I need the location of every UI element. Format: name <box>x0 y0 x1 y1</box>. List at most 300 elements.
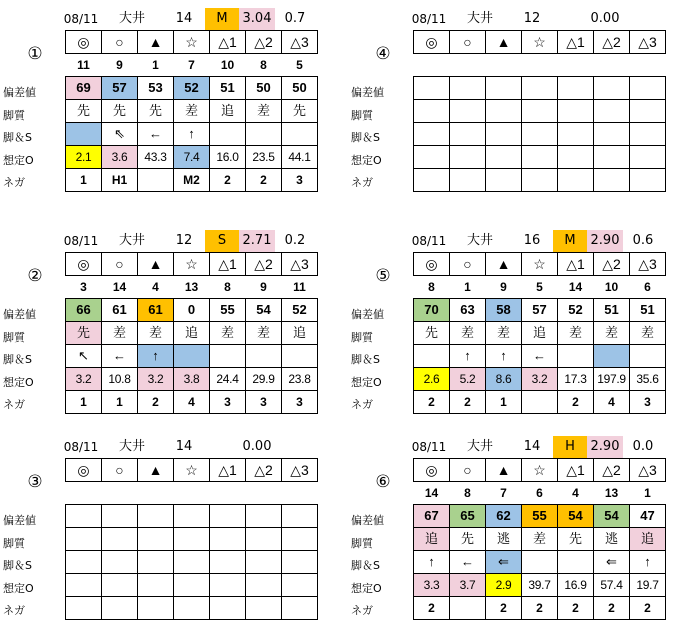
mark-cell: △2 <box>246 253 282 276</box>
position-arrow-cell: ← <box>102 345 138 368</box>
running-style-cell <box>630 100 666 123</box>
position-arrow-cell <box>282 123 318 146</box>
running-style-cell: 先 <box>102 100 138 123</box>
deviation-cell <box>522 77 558 100</box>
horse-number-cell <box>450 54 486 77</box>
running-style-cell <box>174 528 210 551</box>
negative-cell: 2 <box>450 391 486 414</box>
negative-cell: 2 <box>414 391 450 414</box>
race-number: ④ <box>375 44 391 64</box>
deviation-cell <box>558 77 594 100</box>
negative-cell: 3 <box>630 391 666 414</box>
negative-cell <box>210 597 246 620</box>
row-label: ネガ <box>351 398 373 411</box>
running-style-cell: 追 <box>210 100 246 123</box>
running-style-cell: 差 <box>630 322 666 345</box>
negative-cell <box>174 597 210 620</box>
row-labels <box>351 82 411 195</box>
expected-odds-cell: 7.4 <box>174 146 210 169</box>
position-arrow-cell <box>594 123 630 146</box>
mark-cell: △1 <box>558 253 594 276</box>
row-label: 想定O <box>351 581 382 595</box>
expected-odds-cell <box>594 146 630 169</box>
horse-number-cell: 3 <box>66 276 102 299</box>
deviation-cell: 70 <box>414 299 450 322</box>
deviation-cell <box>138 505 174 528</box>
row-label: 偏差値 <box>3 308 36 321</box>
negative-cell: H1 <box>102 169 138 192</box>
mark-cell: ☆ <box>522 31 558 54</box>
position-arrow-cell <box>594 345 630 368</box>
race-ratio: 0.2 <box>284 233 306 248</box>
expected-odds-cell <box>486 146 522 169</box>
negative-cell <box>522 169 558 192</box>
negative-cell: 1 <box>66 169 102 192</box>
horse-number-cell: 7 <box>174 54 210 77</box>
race-header <box>65 8 327 30</box>
horse-number-cell <box>210 482 246 505</box>
negative-cell: 2 <box>138 391 174 414</box>
row-label: 脚＆S <box>3 559 32 572</box>
negative-cell <box>246 597 282 620</box>
deviation-cell <box>414 77 450 100</box>
running-style-cell <box>522 100 558 123</box>
negative-cell <box>558 169 594 192</box>
race-date: 08/11 <box>411 234 447 248</box>
grade-badge: M <box>553 230 587 252</box>
deviation-cell: 51 <box>594 299 630 322</box>
negative-cell: 3 <box>210 391 246 414</box>
race-header <box>413 436 674 458</box>
running-style-cell <box>282 528 318 551</box>
race-score: 2.90 <box>587 230 623 252</box>
running-style-cell <box>450 100 486 123</box>
row-label: 偏差値 <box>351 308 384 321</box>
position-arrow-cell <box>450 123 486 146</box>
position-arrow-cell <box>414 123 450 146</box>
mark-cell: △1 <box>558 459 594 482</box>
deviation-cell: 57 <box>522 299 558 322</box>
horse-number-cell: 8 <box>246 54 282 77</box>
expected-odds-cell: 39.7 <box>522 574 558 597</box>
race-score: 2.90 <box>587 436 623 458</box>
horse-number-cell: 10 <box>210 54 246 77</box>
mark-cell: ▲ <box>138 31 174 54</box>
horse-number-cell: 13 <box>174 276 210 299</box>
row-label: 脚＆S <box>3 131 32 144</box>
expected-odds-cell <box>414 146 450 169</box>
running-style-cell <box>414 100 450 123</box>
horse-number-cell: 4 <box>558 482 594 505</box>
position-arrow-cell <box>282 345 318 368</box>
running-style-cell: 逃 <box>594 528 630 551</box>
row-label: 脚質 <box>3 536 25 550</box>
position-arrow-cell <box>630 345 666 368</box>
expected-odds-cell <box>450 146 486 169</box>
running-style-cell: 先 <box>282 100 318 123</box>
negative-cell: M2 <box>174 169 210 192</box>
horse-number-cell <box>138 482 174 505</box>
running-style-cell: 差 <box>558 322 594 345</box>
mark-cell: △3 <box>282 253 318 276</box>
row-labels <box>351 304 411 417</box>
running-style-cell: 追 <box>174 322 210 345</box>
position-arrow-cell: ↑ <box>138 345 174 368</box>
running-style-cell <box>210 528 246 551</box>
mark-cell: △3 <box>630 253 666 276</box>
mark-cell: ○ <box>102 253 138 276</box>
running-style-cell: 差 <box>210 322 246 345</box>
deviation-cell <box>486 77 522 100</box>
runner-count: 12 <box>523 11 541 26</box>
race-number: ① <box>27 44 43 64</box>
mark-cell: ☆ <box>174 31 210 54</box>
expected-odds-cell <box>282 574 318 597</box>
race-venue: 大井 <box>466 233 493 248</box>
deviation-cell <box>66 505 102 528</box>
running-style-cell: 差 <box>246 100 282 123</box>
horse-number-cell: 11 <box>282 276 318 299</box>
expected-odds-cell: 57.4 <box>594 574 630 597</box>
running-style-cell: 追 <box>282 322 318 345</box>
race-venue: 大井 <box>466 439 493 454</box>
row-label: ネガ <box>351 176 373 189</box>
race-date: 08/11 <box>63 440 99 454</box>
horse-number-cell <box>522 54 558 77</box>
expected-odds-cell: 3.8 <box>174 368 210 391</box>
row-label: 脚質 <box>351 536 373 550</box>
running-style-cell: 先 <box>66 322 102 345</box>
negative-cell: 1 <box>486 391 522 414</box>
position-arrow-cell <box>210 551 246 574</box>
position-arrow-cell <box>138 551 174 574</box>
horse-number-cell <box>594 54 630 77</box>
expected-odds-cell <box>102 574 138 597</box>
deviation-cell: 61 <box>102 299 138 322</box>
negative-cell: 3 <box>282 169 318 192</box>
row-labels <box>3 510 63 623</box>
mark-cell: ○ <box>450 459 486 482</box>
horse-number-cell <box>174 482 210 505</box>
negative-cell: 1 <box>102 391 138 414</box>
mark-cell: △1 <box>210 253 246 276</box>
negative-cell: 1 <box>66 391 102 414</box>
running-style-cell: 先 <box>66 100 102 123</box>
negative-cell: 3 <box>282 391 318 414</box>
deviation-cell: 55 <box>210 299 246 322</box>
position-arrow-cell: ↖ <box>66 345 102 368</box>
expected-odds-cell: 2.1 <box>66 146 102 169</box>
row-label: 偏差値 <box>3 86 36 99</box>
horse-number-cell <box>486 54 522 77</box>
deviation-cell: 58 <box>486 299 522 322</box>
running-style-cell: 先 <box>138 100 174 123</box>
race-ratio: 0.6 <box>632 233 654 248</box>
deviation-cell: 53 <box>138 77 174 100</box>
mark-cell: △3 <box>282 31 318 54</box>
row-label: 脚＆S <box>351 131 380 144</box>
negative-cell <box>450 169 486 192</box>
negative-cell <box>414 169 450 192</box>
negative-cell: 2 <box>522 597 558 620</box>
race-date: 08/11 <box>411 440 447 454</box>
row-labels <box>3 304 63 417</box>
race-number: ② <box>27 266 43 286</box>
expected-odds-cell: 23.8 <box>282 368 318 391</box>
negative-cell: 2 <box>594 597 630 620</box>
expected-odds-cell: 197.9 <box>594 368 630 391</box>
prediction-table <box>413 30 666 192</box>
running-style-cell: 追 <box>414 528 450 551</box>
prediction-table <box>65 252 318 414</box>
mark-cell: △2 <box>246 31 282 54</box>
deviation-cell: 55 <box>522 505 558 528</box>
expected-odds-cell: 10.8 <box>102 368 138 391</box>
expected-odds-cell: 2.9 <box>486 574 522 597</box>
position-arrow-cell <box>174 345 210 368</box>
running-style-cell: 差 <box>450 322 486 345</box>
mark-cell: ☆ <box>522 459 558 482</box>
expected-odds-cell <box>66 574 102 597</box>
runner-count: 12 <box>175 233 193 248</box>
horse-number-cell <box>558 54 594 77</box>
runner-count: 14 <box>175 11 193 26</box>
position-arrow-cell <box>66 123 102 146</box>
row-label: ネガ <box>3 398 25 411</box>
running-style-cell: 差 <box>486 322 522 345</box>
deviation-cell: 69 <box>66 77 102 100</box>
deviation-cell <box>174 505 210 528</box>
mark-cell: ◎ <box>66 31 102 54</box>
horse-number-cell: 14 <box>414 482 450 505</box>
runner-count: 14 <box>175 439 193 454</box>
deviation-cell: 67 <box>414 505 450 528</box>
mark-cell: ◎ <box>414 459 450 482</box>
expected-odds-cell <box>246 574 282 597</box>
deviation-cell: 57 <box>102 77 138 100</box>
position-arrow-cell <box>522 123 558 146</box>
expected-odds-cell <box>174 574 210 597</box>
deviation-cell: 54 <box>558 505 594 528</box>
running-style-cell <box>246 528 282 551</box>
expected-odds-cell: 35.6 <box>630 368 666 391</box>
running-style-cell <box>66 528 102 551</box>
expected-odds-cell: 8.6 <box>486 368 522 391</box>
position-arrow-cell <box>630 123 666 146</box>
position-arrow-cell: ⇖ <box>102 123 138 146</box>
expected-odds-cell: 24.4 <box>210 368 246 391</box>
running-style-cell: 差 <box>522 528 558 551</box>
expected-odds-cell: 17.3 <box>558 368 594 391</box>
position-arrow-cell: ← <box>522 345 558 368</box>
race-number: ⑤ <box>375 266 391 286</box>
horse-number-cell: 1 <box>630 482 666 505</box>
expected-odds-cell <box>630 146 666 169</box>
negative-cell <box>630 169 666 192</box>
running-style-cell <box>102 528 138 551</box>
race-venue: 大井 <box>118 11 145 26</box>
grade-badge: M <box>205 8 239 30</box>
expected-odds-cell <box>522 146 558 169</box>
deviation-cell: 66 <box>66 299 102 322</box>
horse-number-cell: 8 <box>210 276 246 299</box>
horse-number-cell: 11 <box>66 54 102 77</box>
mark-cell: ▲ <box>138 253 174 276</box>
race-date: 08/11 <box>411 12 447 26</box>
position-arrow-cell: ↑ <box>486 345 522 368</box>
row-label: ネガ <box>3 604 25 617</box>
horse-number-cell: 14 <box>102 276 138 299</box>
horse-number-cell <box>630 54 666 77</box>
race-score: 0.00 <box>590 11 620 26</box>
position-arrow-cell: ↑ <box>174 123 210 146</box>
running-style-cell <box>486 100 522 123</box>
mark-cell: △2 <box>594 253 630 276</box>
horse-number-cell: 6 <box>630 276 666 299</box>
deviation-cell: 54 <box>246 299 282 322</box>
negative-cell: 2 <box>246 169 282 192</box>
position-arrow-cell <box>246 551 282 574</box>
expected-odds-cell: 3.2 <box>138 368 174 391</box>
row-label: 脚質 <box>3 330 25 344</box>
expected-odds-cell: 43.3 <box>138 146 174 169</box>
horse-number-cell <box>102 482 138 505</box>
mark-cell: ◎ <box>66 253 102 276</box>
deviation-cell: 52 <box>174 77 210 100</box>
position-arrow-cell: ← <box>450 551 486 574</box>
mark-cell: △3 <box>630 31 666 54</box>
deviation-cell <box>282 505 318 528</box>
running-style-cell: 差 <box>102 322 138 345</box>
race-venue: 大井 <box>118 233 145 248</box>
expected-odds-cell: 23.5 <box>246 146 282 169</box>
position-arrow-cell <box>558 345 594 368</box>
horse-number-cell: 8 <box>414 276 450 299</box>
row-label: 脚＆S <box>351 353 380 366</box>
race-header <box>413 230 674 252</box>
deviation-cell <box>594 77 630 100</box>
deviation-cell: 54 <box>594 505 630 528</box>
race-number: ③ <box>27 472 43 492</box>
mark-cell: △2 <box>594 459 630 482</box>
grade-badge: S <box>205 230 239 252</box>
expected-odds-cell: 3.7 <box>450 574 486 597</box>
mark-cell: △3 <box>282 459 318 482</box>
race-date: 08/11 <box>63 12 99 26</box>
deviation-cell: 50 <box>246 77 282 100</box>
position-arrow-cell <box>282 551 318 574</box>
position-arrow-cell <box>210 345 246 368</box>
running-style-cell <box>138 528 174 551</box>
running-style-cell: 追 <box>522 322 558 345</box>
position-arrow-cell: ↑ <box>450 345 486 368</box>
running-style-cell: 差 <box>594 322 630 345</box>
negative-cell <box>138 169 174 192</box>
mark-cell: ☆ <box>174 459 210 482</box>
negative-cell: 3 <box>246 391 282 414</box>
deviation-cell <box>450 77 486 100</box>
running-style-cell: 差 <box>174 100 210 123</box>
deviation-cell: 61 <box>138 299 174 322</box>
prediction-table <box>65 30 318 192</box>
position-arrow-cell <box>558 123 594 146</box>
negative-cell <box>282 597 318 620</box>
mark-cell: ▲ <box>486 459 522 482</box>
running-style-cell: 追 <box>630 528 666 551</box>
mark-cell: ▲ <box>486 31 522 54</box>
negative-cell <box>102 597 138 620</box>
horse-number-cell <box>66 482 102 505</box>
running-style-cell <box>558 100 594 123</box>
prediction-table <box>413 252 666 414</box>
position-arrow-cell: ⇐ <box>486 551 522 574</box>
deviation-cell <box>630 77 666 100</box>
expected-odds-cell <box>210 574 246 597</box>
negative-cell <box>594 169 630 192</box>
running-style-cell <box>594 100 630 123</box>
deviation-cell: 50 <box>282 77 318 100</box>
mark-cell: ○ <box>450 253 486 276</box>
mark-cell: ☆ <box>174 253 210 276</box>
horse-number-cell: 1 <box>450 276 486 299</box>
mark-cell: △1 <box>210 31 246 54</box>
negative-cell: 4 <box>594 391 630 414</box>
horse-number-cell: 6 <box>522 482 558 505</box>
running-style-cell: 先 <box>450 528 486 551</box>
expected-odds-cell: 3.3 <box>414 574 450 597</box>
negative-cell <box>522 391 558 414</box>
negative-cell: 2 <box>558 391 594 414</box>
deviation-cell: 62 <box>486 505 522 528</box>
expected-odds-cell: 44.1 <box>282 146 318 169</box>
horse-number-cell: 14 <box>558 276 594 299</box>
horse-number-cell: 10 <box>594 276 630 299</box>
running-style-cell: 差 <box>138 322 174 345</box>
horse-number-cell <box>414 54 450 77</box>
row-label: 脚＆S <box>3 353 32 366</box>
expected-odds-cell: 19.7 <box>630 574 666 597</box>
horse-number-cell: 8 <box>450 482 486 505</box>
mark-cell: ◎ <box>414 253 450 276</box>
running-style-cell: 逃 <box>486 528 522 551</box>
negative-cell: 2 <box>210 169 246 192</box>
grade-badge <box>205 436 239 458</box>
mark-cell: ○ <box>102 459 138 482</box>
mark-cell: ◎ <box>414 31 450 54</box>
deviation-cell: 52 <box>282 299 318 322</box>
horse-number-cell: 5 <box>282 54 318 77</box>
race-ratio: 0.0 <box>632 439 654 454</box>
deviation-cell: 51 <box>210 77 246 100</box>
horse-number-cell: 9 <box>486 276 522 299</box>
horse-number-cell <box>282 482 318 505</box>
deviation-cell <box>246 505 282 528</box>
expected-odds-cell: 16.0 <box>210 146 246 169</box>
row-label: 脚質 <box>3 108 25 122</box>
expected-odds-cell: 16.9 <box>558 574 594 597</box>
race-score: 0.00 <box>242 439 272 454</box>
grade-badge: H <box>553 436 587 458</box>
race-header <box>65 436 327 458</box>
row-label: 想定O <box>3 375 34 389</box>
negative-cell <box>450 597 486 620</box>
mark-cell: ▲ <box>486 253 522 276</box>
race-venue: 大井 <box>118 439 145 454</box>
negative-cell: 2 <box>630 597 666 620</box>
negative-cell <box>138 597 174 620</box>
race-venue: 大井 <box>466 11 493 26</box>
row-label: 脚質 <box>351 108 373 122</box>
